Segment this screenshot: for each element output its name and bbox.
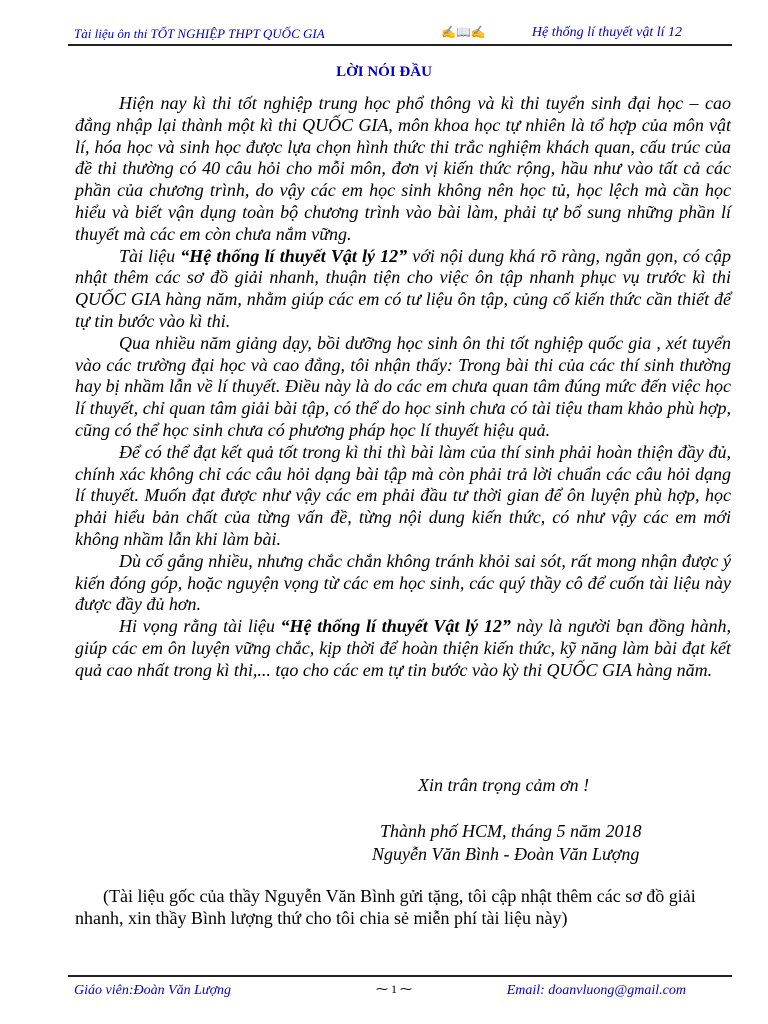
preface-body <box>75 93 731 682</box>
page-footer <box>68 975 732 1005</box>
footer-email: Email: doanvluong@gmail.com <box>506 983 686 998</box>
header-left-text: Tài liệu ôn thi TỐT NGHIỆP THPT QUỐC GIA <box>74 26 325 41</box>
paragraph-text: Tài liệu <box>119 245 181 266</box>
closing-line: Xin trân trọng cảm ơn ! <box>418 775 590 795</box>
place-date: Thành phố HCM, tháng 5 năm 2018 <box>380 821 642 841</box>
paragraph-text: Hi vọng rằng tài liệu <box>119 616 281 637</box>
paragraph <box>75 246 731 333</box>
paragraph-text: với nội dung khá rõ ràng, ngắn gọn, có cập nhật thêm các sơ đồ giải nhanh, thuận tiện cho việc ôn tập nhanh phục vụ trước kì thi QUỐC GIA hàng năm, nhằm giúp các em có tư liệu ôn tập, củng cố kiến thức cần thiết để tự tin bước vào kì thi. <box>75 245 731 331</box>
paragraph: Để có thể đạt kết quả tốt trong kì thi thì bài làm của thí sinh phải hoàn thiện đầy đủ, chính xác không chỉ các câu hỏi dạng bài tập mà còn phải trả lời chuẩn các câu hỏi dạng lí thuyết. Muốn đạt được như vậy các em phải đầu tư thời gian để ôn luyện phù hợp, học phải hiểu bản chất của từng vấn đề, từng nội dung kiến thức, có như vậy các em mới không nhầm lẫn khi làm bài. <box>75 441 731 549</box>
header-right-text: Hệ thống lí thuyết vật lí 12 <box>531 25 682 40</box>
footer-teacher: Giáo viên:Đoàn Văn Lượng <box>74 983 232 998</box>
book-title: “Hệ thống lí thuyết Vật lý 12” <box>180 245 408 266</box>
paragraph: Dù cố gắng nhiều, nhưng chắc chắn không tránh khỏi sai sót, rất mong nhận được ý kiến đóng góp, hoặc nguyện vọng từ các em học sinh, các quý thầy cô để cuốn tài liệu này được đầy đủ hơn. <box>75 550 731 615</box>
page-number-value: 1 <box>391 982 397 996</box>
authors: Nguyễn Văn Bình - Đoàn Văn Lượng <box>372 844 640 864</box>
paragraph: Hiện nay kì thi tốt nghiệp trung học phổ thông và kì thi tuyển sinh đại học – cao đẳng nhập lại thành một kì thi QUỐC GIA, môn khoa học tự nhiên là tổ hợp của môn vật lí, hóa học và sinh học được lựa chọn hình thức thi trắc nghiệm khách quan, cấu trúc của đề thi thường có 40 câu hỏi cho mỗi môn, đơn vị kiến thức rộng, hầu như vào tất cả các phần của chương trình, do vậy các em học sinh không nên học tủ, học lệch mà cần học hiểu và biết vận dụng toàn bộ chương trình vào bài làm, phải tự bổ sung những phần lí thuyết mà các em còn chưa nắm vững. <box>75 93 731 244</box>
page-title: LỜI NÓI ĐẦU <box>336 64 432 80</box>
paragraph: Qua nhiều năm giảng dạy, bồi dưỡng học sinh ôn thi tốt nghiệp quốc gia , xét tuyển vào các trường đại học và cao đẳng, tôi nhận thấy: Trong bài thi của các thí sinh thường hay bị nhầm lẫn về lí thuyết. Điều này là do các em chưa quan tâm đúng mức đến việc học lí thuyết, chỉ quan tâm giải bài tập, có thể do học sinh chưa có tài tiệu tham khảo phù hợp, cũng có thể học sinh chưa có phương pháp học lí thuyết hiệu quả. <box>75 332 731 440</box>
paragraph-text: này là người bạn đồng hành, giúp các em ôn luyện vững chắc, kịp thời để hoàn thiện kiến thức, kỹ năng làm bài đạt kết quả cao nhất trong kì thi,... tạo cho các em tự tin bước vào kỳ thi QUỐC GIA hàng năm. <box>75 616 732 680</box>
book-title: “Hệ thống lí thuyết Vật lý 12” <box>280 616 511 637</box>
page-number: ⁓ 1 ⁓ <box>376 982 412 996</box>
header-ornament-icon: ✍📖✍ <box>441 25 486 39</box>
source-note: (Tài liệu gốc của thầy Nguyễn Văn Bình gửi tặng, tôi cập nhật thêm các sơ đồ giải nhanh, xin thầy Bình lượng thứ cho tôi chia sẻ miễn phí tài liệu này) <box>75 886 696 928</box>
page-header <box>68 22 732 46</box>
paragraph <box>75 616 731 681</box>
